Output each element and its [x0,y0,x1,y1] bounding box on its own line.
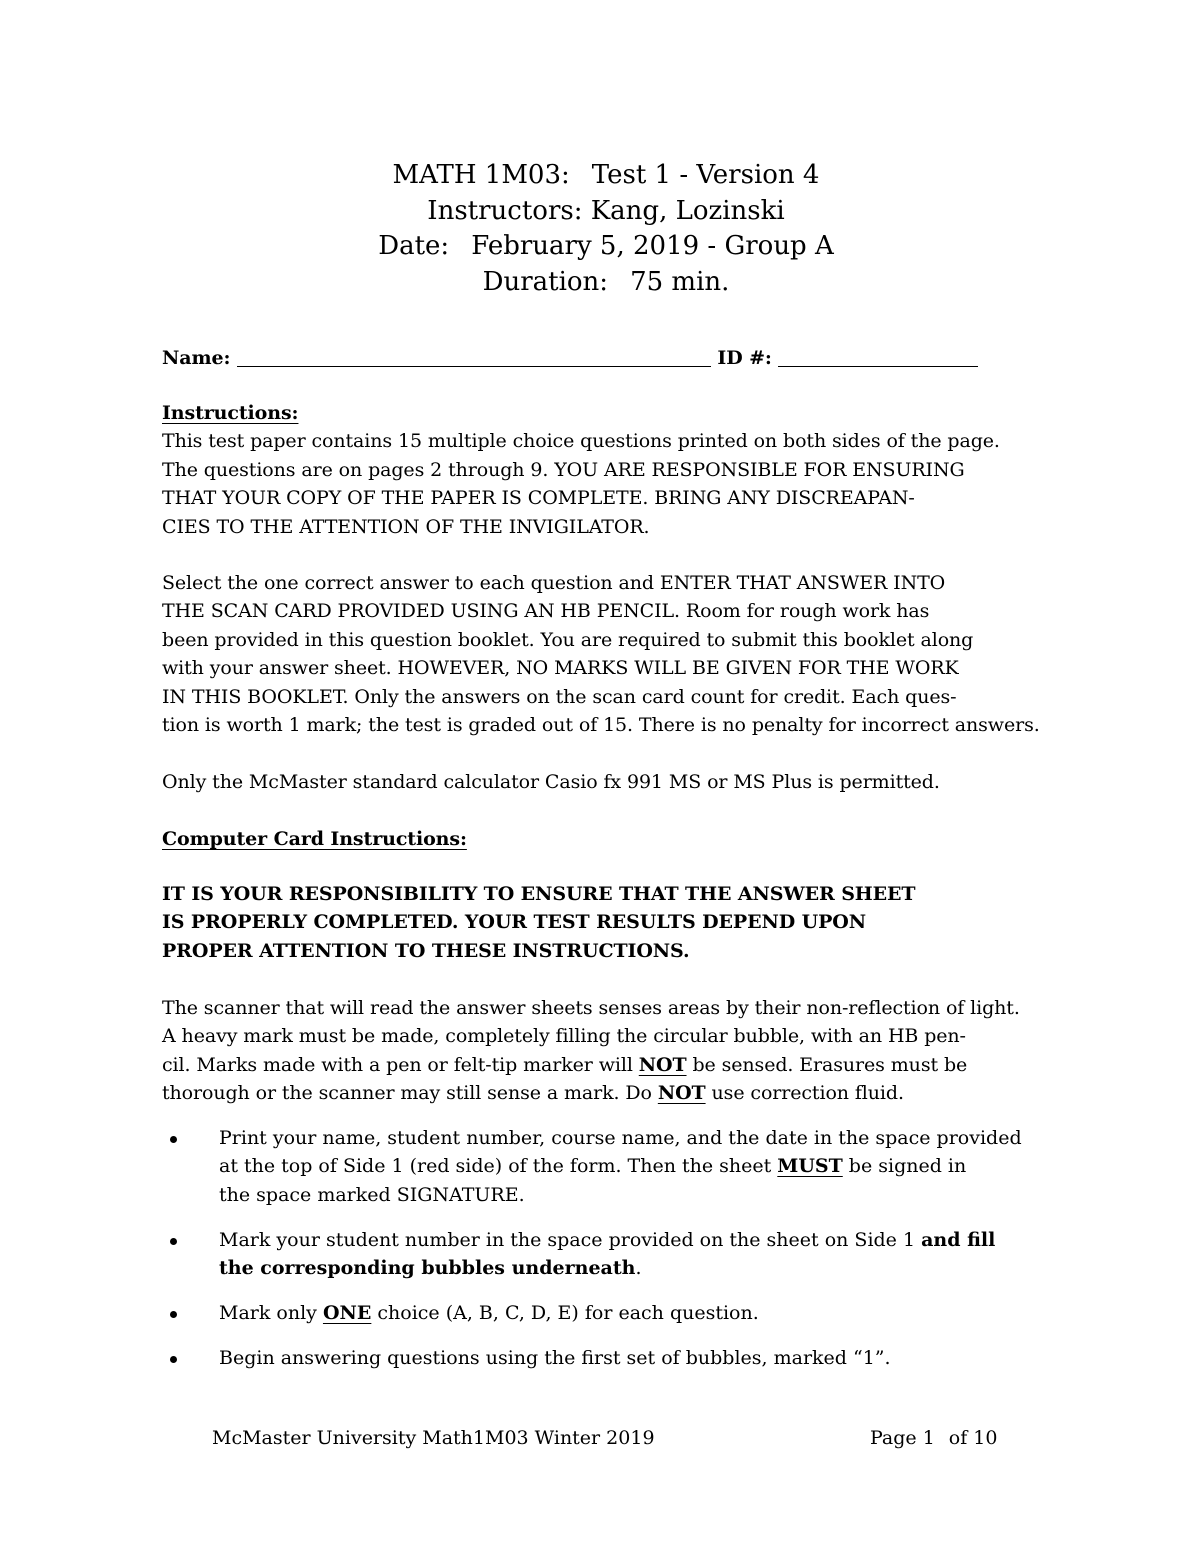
instructions-para2-line: been provided in this question booklet. You are required to submit this booklet along [162,628,974,651]
duration-value: 75 min. [630,266,730,297]
name-id-row [162,344,1050,372]
bullet-line: Print your name, student number, course name, and the date in the space provided [219,1127,1022,1149]
emphasis-fill: and fill [921,1229,996,1251]
bullet-line [219,1226,1050,1254]
card-warning-line: IS PROPERLY COMPLETED. YOUR TEST RESULTS DEPEND UPON [162,911,867,934]
emphasis-must: MUST [777,1155,843,1178]
instructions-para2-line: Select the one correct answer to each question and ENTER THAT ANSWER INTO [162,572,946,594]
instructors-label: Instructors: [427,195,583,226]
instructions-para2-line: tion is worth 1 mark; the test is graded out of 15. There is no penalty for incorrect answers. [162,714,1040,737]
header-duration-line [0,265,1200,301]
name-label: Name: [162,347,231,369]
instructions-para1-line: The questions are on pages 2 through 9. YOU ARE RESPONSIBLE FOR ENSURING [162,458,965,481]
scanner-line-text: cil. Marks made with a pen or felt-tip marker will [162,1053,639,1076]
card-warning-line: PROPER ATTENTION TO THESE INSTRUCTIONS. [162,939,690,962]
test-version: Test 1 - Version 4 [591,160,820,190]
bullet-text [219,1299,1050,1327]
bullet-icon [170,1311,177,1318]
exam-date: February 5, 2019 - Group A [471,231,834,261]
card-warning-line: IT IS YOUR RESPONSIBILITY TO ENSURE THAT THE ANSWER SHEET [162,883,916,905]
card-warning [162,880,1050,965]
header-instructors-line [0,194,1200,230]
name-field[interactable] [237,344,711,367]
header-date-line [0,229,1200,265]
scanner-line: A heavy mark must be made, completely filling the circular bubble, with an HB pen- [162,1025,966,1048]
scanner-line: The scanner that will read the answer sheets senses areas by their non-reflection of light. [162,997,1020,1019]
bullet-line-text: . [635,1257,642,1280]
header-course-line [0,158,1200,194]
bullet-line-text: be signed in [842,1155,967,1178]
scanner-line [162,1079,1050,1107]
instructions-para2-line: THE SCAN CARD PROVIDED USING AN HB PENCIL. Room for rough work has [162,600,930,623]
card-instructions-title-row [162,825,1050,853]
bullet-icon [170,1136,177,1143]
page-label: Page 1 [870,1427,935,1449]
date-label: Date: [378,231,450,261]
card-instructions-title: Computer Card Instructions: [162,828,467,850]
bullet-icon [170,1356,177,1363]
calculator-note-text: Only the McMaster standard calculator Casio fx 991 MS or MS Plus is permitted. [162,771,940,793]
scanner-paragraph [162,994,1050,1108]
scanner-line-text: be sensed. Erasures must be [686,1053,968,1076]
page-of: of 10 [948,1427,998,1449]
bullet-icon [170,1238,177,1245]
instructions-para2-line: with your answer sheet. HOWEVER, NO MARKS WILL BE GIVEN FOR THE WORK [162,657,959,680]
instructions-para2-line: IN THIS BOOKLET. Only the answers on the scan card count for credit. Each ques- [162,685,957,708]
instructions-para1-line: CIES TO THE ATTENTION OF THE INVIGILATOR. [162,515,650,538]
exam-header [0,158,1200,300]
scanner-line-text: thorough or the scanner may still sense a mark. Do [162,1082,658,1105]
instructions-section [162,399,1050,541]
emphasis-one: ONE [322,1302,372,1324]
bullet-text [219,1226,1050,1283]
bullet-line-text: choice (A, B, C, D, E) for each question. [371,1302,759,1324]
bullet-line [219,1299,1050,1327]
bullet-line: the space marked SIGNATURE. [219,1183,525,1206]
footer-left: McMaster University Math1M03 Winter 2019 [212,1427,655,1449]
instructors-names: Kang, Lozinski [590,195,785,226]
bullet-line [219,1152,1050,1180]
bullet-line-text: Mark your student number in the space provided on the sheet on Side 1 [219,1229,922,1251]
instructions-para1-line: This test paper contains 15 multiple choice questions printed on both sides of the page. [162,430,1000,453]
bullet-line-text: Mark only [219,1302,323,1324]
calculator-note [162,768,1050,796]
bullet-text [219,1124,1050,1209]
bullet-line-text: at the top of Side 1 (red side) of the form. Then the sheet [219,1155,778,1178]
course-code: MATH 1M03: [392,160,570,190]
instructions-para1-line: THAT YOUR COPY OF THE PAPER IS COMPLETE. BRING ANY DISCREAPAN- [162,487,915,510]
scanner-line-text: use correction fluid. [705,1082,904,1105]
bullet-line: Begin answering questions using the first set of bubbles, marked “1”. [219,1347,891,1369]
bullet-line [219,1254,1050,1282]
emphasis-bubbles: the corresponding bubbles underneath [219,1257,636,1280]
id-label: ID #: [717,347,772,369]
duration-label: Duration: [482,266,609,297]
scanner-line [162,1051,1050,1079]
id-field[interactable] [778,344,978,367]
bullet-text [219,1344,1050,1372]
emphasis-not: NOT [638,1053,687,1076]
emphasis-not: NOT [657,1082,706,1105]
instructions-para2 [162,569,1050,739]
footer-page-number [870,1424,997,1452]
instructions-title: Instructions: [162,402,299,424]
